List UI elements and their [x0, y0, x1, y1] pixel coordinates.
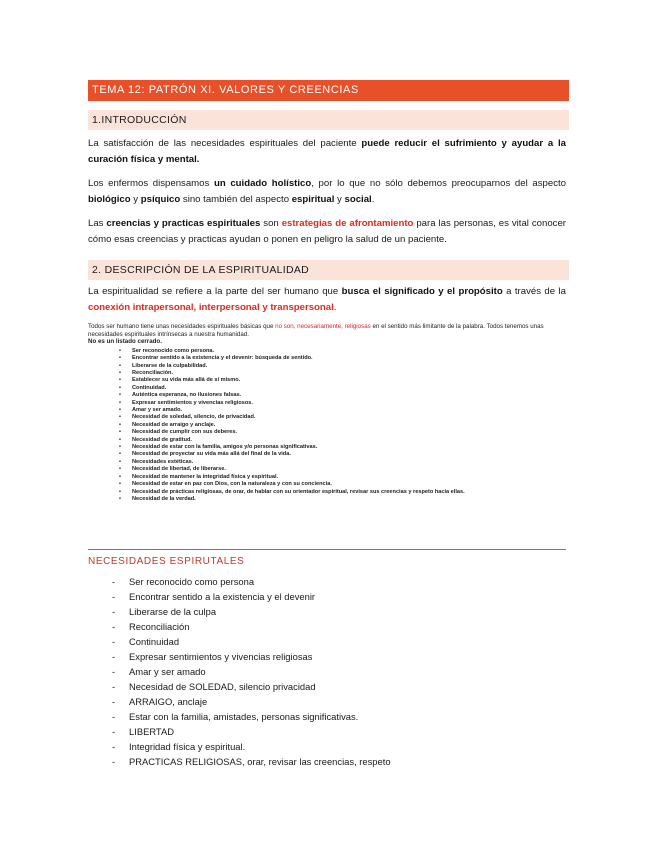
- necesidad-list-item: - Ser reconocido como persona: [112, 574, 391, 589]
- necesidad-list-item: - Encontrar sentido a la existencia y el devenir: [112, 589, 391, 604]
- necesidad-list-item: - Reconciliación: [112, 619, 391, 634]
- necesidad-list-item: - LIBERTAD: [112, 724, 391, 739]
- image-list-item: • Necesidad de soledad, silencio, de privacidad.: [132, 414, 566, 421]
- paragraph-satisfaccion: La satisfacción de las necesidades espirituales del paciente puede reducir el sufrimiento y ayudar a la curación física y mental.: [88, 138, 566, 165]
- image-list-item: • Necesidad de proyectar su vida más allá del final de la vida.: [132, 451, 566, 458]
- image-intro-text: Todos ser humano tiene unas necesidades espirituales básicas que no son, necesariamente, religiosas en el sentido más limitante de la palabra. Todos tenemos unas necesidades espirituales intrínsecas a nuestra humanidad. No es un listado cerrado.: [88, 323, 544, 346]
- image-list-item: • Encontrar sentido a la existencia y el devenir: búsqueda de sentido.: [132, 355, 566, 362]
- paragraph-holistico: Los enfermos dispensamos un cuidado holístico, por lo que no sólo debemos preocuparnos del aspecto biológico y psíquico sino también del aspecto espiritual y social.: [88, 178, 566, 205]
- image-list-item: • Necesidad de arraigo y anclaje.: [132, 422, 566, 429]
- image-list-item: • Necesidad de mantener la integridad física y espiritual.: [132, 474, 566, 481]
- necesidad-list-item: - Continuidad: [112, 634, 391, 649]
- necesidades-title: NECESIDADES ESPIRUTALES: [88, 556, 245, 567]
- section-heading-introduccion: 1.INTRODUCCIÓN: [88, 110, 569, 130]
- section-divider: [88, 549, 566, 550]
- image-list-item: • Necesidad de estar en paz con Dios, con la naturaleza y con su conciencia.: [132, 481, 566, 488]
- necesidad-list-item: - Necesidad de SOLEDAD, silencio privacidad: [112, 679, 391, 694]
- image-list-item: • Establecer su vida más allá de sí mismo.: [132, 377, 566, 384]
- image-list-item: • Necesidad de gratitud.: [132, 437, 566, 444]
- image-list-item: • Continuidad.: [132, 385, 566, 392]
- necesidad-list-item: - PRACTICAS RELIGIOSAS, orar, revisar las creencias, respeto: [112, 754, 391, 769]
- paragraph-espiritualidad: La espiritualidad se refiere a la parte del ser humano que busca el significado y el propósito a través de la conexión intrapersonal, interpersonal y transpersonal.: [88, 286, 566, 313]
- image-list-item: • Auténtica esperanza, no ilusiones falsas.: [132, 392, 566, 399]
- necesidad-list-item: - Amar y ser amado: [112, 664, 391, 679]
- image-list-item: • Amar y ser amado.: [132, 407, 566, 414]
- topic-banner: TEMA 12: PATRÓN XI. VALORES Y CREENCIAS: [88, 80, 569, 101]
- necesidad-list-item: - ARRAIGO, anclaje: [112, 694, 391, 709]
- necesidad-list-item: - Estar con la familia, amistades, personas significativas.: [112, 709, 391, 724]
- image-list-item: • Necesidades estéticas.: [132, 459, 566, 466]
- image-list-item: • Liberarse de la culpabilidad.: [132, 363, 566, 370]
- image-list-item: • Necesidad de la verdad.: [132, 496, 566, 503]
- paragraph-creencias: Las creencias y practicas espirituales son estrategias de afrontamiento para las personas, es vital conocer cómo esas creencias y practicas ayudan o ponen en peligro la salud de un paciente.: [88, 218, 566, 245]
- image-list-item: • Necesidad de prácticas religiosas, de orar, de hablar con su orientador espiritual, revisar sus creencias y respeto hacia ellas.: [132, 489, 566, 496]
- image-list-item: • Necesidad de libertad, de liberarse.: [132, 466, 566, 473]
- embedded-needs-image: [88, 323, 566, 545]
- image-list-item: • Ser reconocido como persona.: [132, 348, 566, 355]
- necesidad-list-item: - Integridad física y espiritual.: [112, 739, 391, 754]
- necesidades-list: [112, 574, 391, 769]
- image-list-item: • Reconciliación.: [132, 370, 566, 377]
- image-list-item: • Expresar sentimientos y vivencias religiosos.: [132, 400, 566, 407]
- image-list-item: • Necesidad de estar con la familia, amigos y/o personas significativas.: [132, 444, 566, 451]
- section-heading-espiritualidad: 2. DESCRIPCIÓN DE LA ESPIRITUALIDAD: [88, 260, 569, 280]
- necesidad-list-item: - Expresar sentimientos y vivencias religiosas: [112, 649, 391, 664]
- image-needs-list: [88, 348, 566, 504]
- necesidad-list-item: - Liberarse de la culpa: [112, 604, 391, 619]
- image-list-item: • Necesidad de cumplir con sus deberes.: [132, 429, 566, 436]
